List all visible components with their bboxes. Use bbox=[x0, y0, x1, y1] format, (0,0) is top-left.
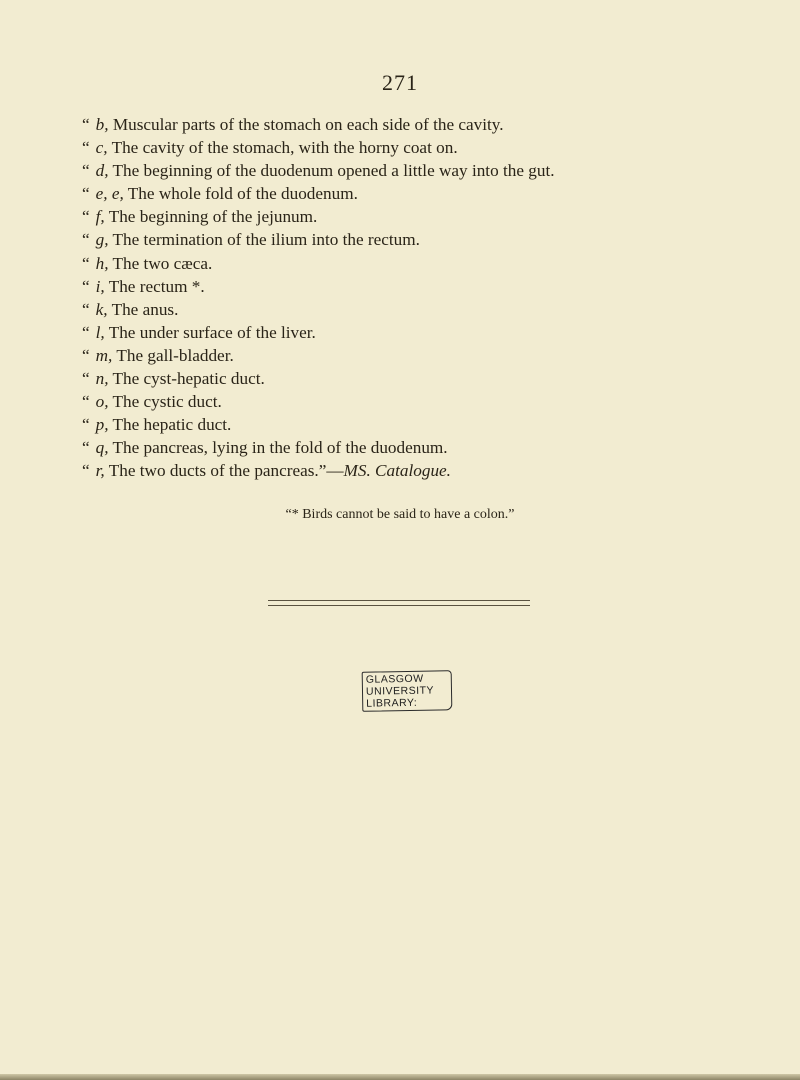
legend-entry-n: “ n, The cyst-hepatic duct. bbox=[82, 369, 265, 389]
legend-entry-o: “ o, The cystic duct. bbox=[82, 392, 222, 412]
legend-entry-r: “ r, The two ducts of the pancreas.”—MS. Catalogue. bbox=[82, 461, 451, 481]
stamp-line-2: UNIVERSITY bbox=[365, 684, 435, 698]
legend-entry-k: “ k, The anus. bbox=[82, 299, 179, 319]
stamp-line-1: GLASGOW bbox=[365, 672, 424, 686]
footnote: “* Birds cannot be said to have a colon.” bbox=[285, 507, 515, 522]
library-stamp bbox=[362, 670, 453, 712]
legend-entry-l: “ l, The under surface of the liver. bbox=[82, 322, 316, 342]
legend-entry-d: “ d, The beginning of the duodenum opened a little way into the gut. bbox=[82, 161, 555, 181]
legend-entry-e: “ e, e, The whole fold of the duodenum. bbox=[82, 184, 358, 204]
double-rule-divider bbox=[268, 600, 530, 606]
catalogue-reference: MS. Catalogue. bbox=[343, 461, 451, 481]
legend-entry-q: “ q, The pancreas, lying in the fold of the duodenum. bbox=[82, 438, 448, 458]
legend-entry-i: “ i, The rectum *. bbox=[82, 276, 205, 296]
page-number: 271 bbox=[382, 70, 418, 95]
legend-entry-f: “ f, The beginning of the jejunum. bbox=[82, 207, 318, 227]
legend-entry-c: “ c, The cavity of the stomach, with the horny coat on. bbox=[82, 138, 458, 158]
figure-legend bbox=[82, 113, 762, 483]
legend-entry-m: “ m, The gall-bladder. bbox=[82, 345, 234, 365]
stamp-line-3: LIBRARY: bbox=[366, 696, 418, 710]
legend-entry-h: “ h, The two cæca. bbox=[82, 253, 213, 273]
legend-entry-p: “ p, The hepatic duct. bbox=[82, 415, 232, 435]
page-edge-shadow bbox=[0, 1074, 800, 1080]
legend-entry-g: “ g, The termination of the ilium into the rectum. bbox=[82, 230, 420, 250]
legend-entry-b: “ b, Muscular parts of the stomach on each side of the cavity. bbox=[82, 115, 504, 134]
